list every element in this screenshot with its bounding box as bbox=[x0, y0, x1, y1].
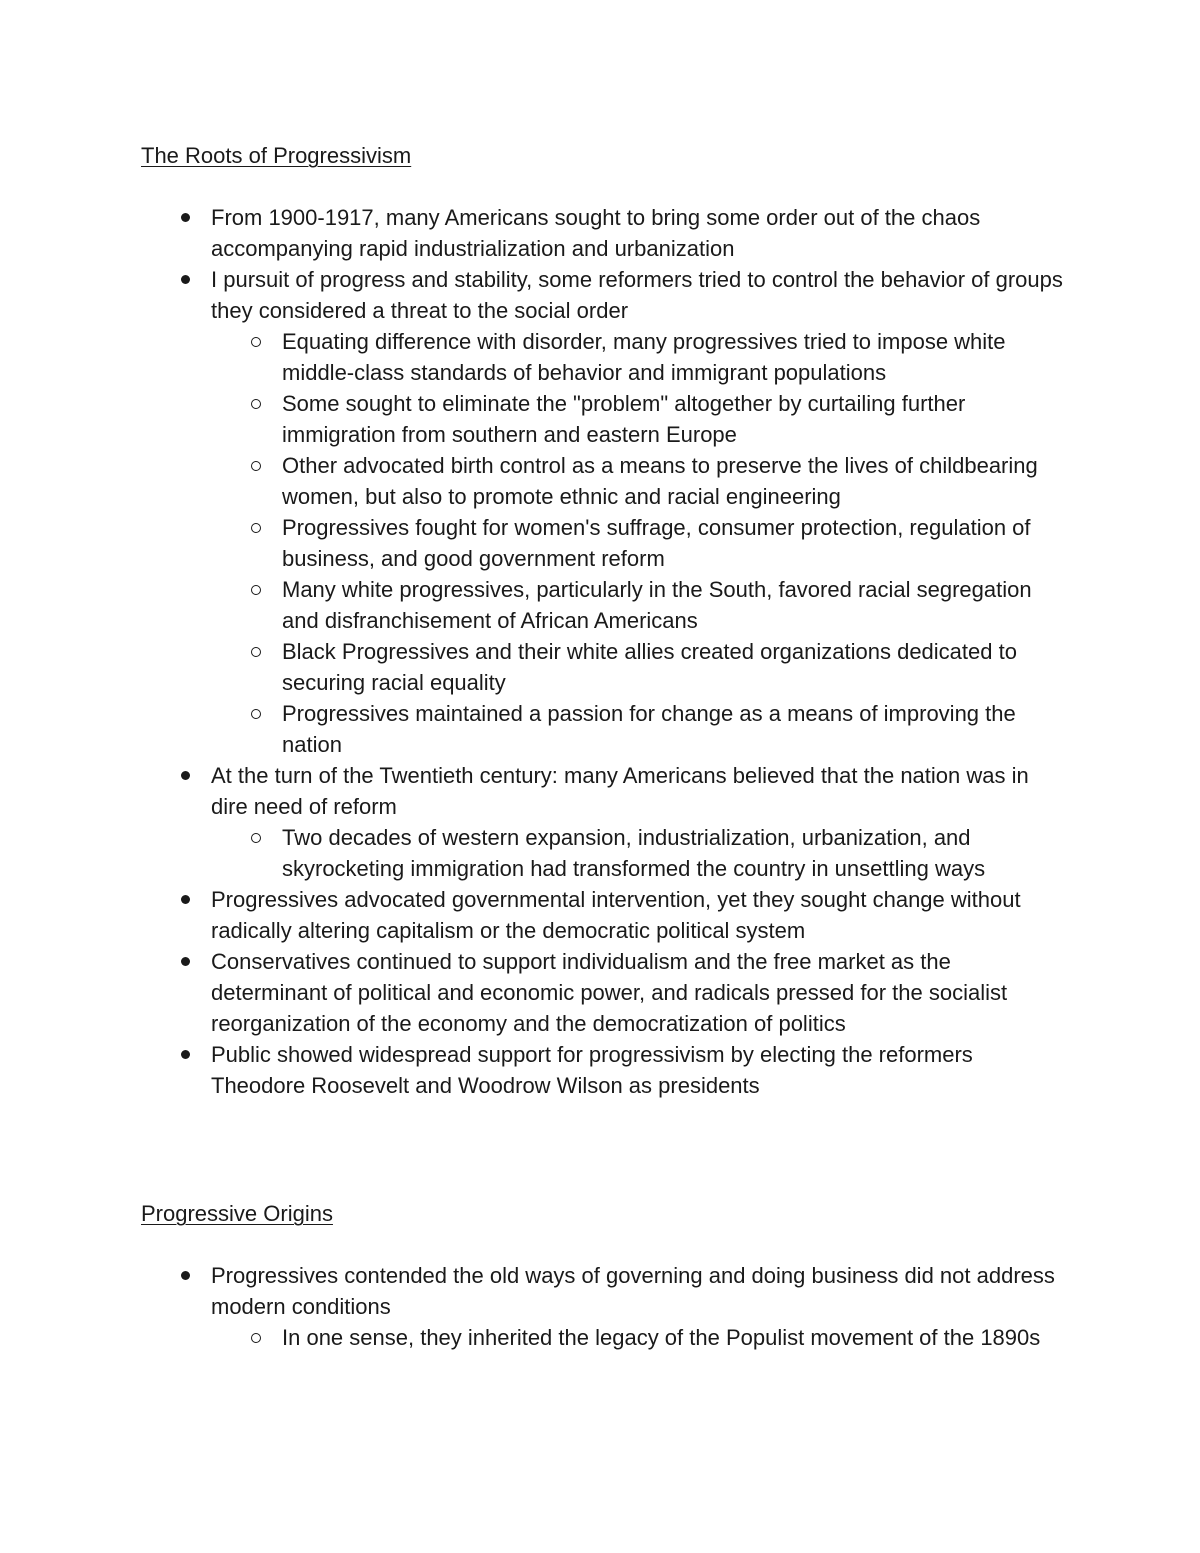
sub-list-item: Other advocated birth control as a means to preserve the lives of childbearing women, but also to promote ethnic and racial engineering bbox=[141, 450, 1071, 512]
filled-bullet-icon bbox=[181, 771, 190, 780]
sub-list-item: Black Progressives and their white allies created organizations dedicated to securing racial equality bbox=[141, 636, 1071, 698]
list-item: I pursuit of progress and stability, some reformers tried to control the behavior of groups they considered a threat to the social order bbox=[141, 264, 1071, 326]
filled-bullet-icon bbox=[181, 213, 190, 222]
hollow-bullet-icon bbox=[251, 709, 261, 719]
list-item: Conservatives continued to support individualism and the free market as the determinant of political and economic power, and radicals pressed for the socialist reorganization of the economy and the democratization of politics bbox=[141, 946, 1071, 1039]
hollow-bullet-icon bbox=[251, 833, 261, 843]
filled-bullet-icon bbox=[181, 275, 190, 284]
sub-list-item: Some sought to eliminate the "problem" altogether by curtailing further immigration from southern and eastern Europe bbox=[141, 388, 1071, 450]
list-item: From 1900-1917, many Americans sought to bring some order out of the chaos accompanying rapid industrialization and urbanization bbox=[141, 202, 1071, 264]
sub-list-item: Equating difference with disorder, many progressives tried to impose white middle-class standards of behavior and immigrant populations bbox=[141, 326, 1071, 388]
sub-list-item: In one sense, they inherited the legacy of the Populist movement of the 1890s bbox=[141, 1322, 1071, 1353]
sub-list-item: Many white progressives, particularly in the South, favored racial segregation and disfranchisement of African Americans bbox=[141, 574, 1071, 636]
hollow-bullet-icon bbox=[251, 585, 261, 595]
list-item: Public showed widespread support for progressivism by electing the reformers Theodore Roosevelt and Woodrow Wilson as presidents bbox=[141, 1039, 1071, 1101]
section-heading: Progressive Origins bbox=[141, 1201, 333, 1226]
filled-bullet-icon bbox=[181, 1050, 190, 1059]
list-item: Progressives contended the old ways of governing and doing business did not address modern conditions bbox=[141, 1260, 1071, 1322]
hollow-bullet-icon bbox=[251, 523, 261, 533]
section-heading: The Roots of Progressivism bbox=[141, 143, 412, 168]
hollow-bullet-icon bbox=[251, 647, 261, 657]
list-item: Progressives advocated governmental intervention, yet they sought change without radically altering capitalism or the democratic political system bbox=[141, 884, 1071, 946]
sub-list-item: Progressives fought for women's suffrage, consumer protection, regulation of business, and good government reform bbox=[141, 512, 1071, 574]
list-item: At the turn of the Twentieth century: many Americans believed that the nation was in dire need of reform bbox=[141, 760, 1071, 822]
hollow-bullet-icon bbox=[251, 337, 261, 347]
hollow-bullet-icon bbox=[251, 461, 261, 471]
filled-bullet-icon bbox=[181, 957, 190, 966]
bullet-list bbox=[141, 1260, 1071, 1353]
sub-list-item: Two decades of western expansion, industrialization, urbanization, and skyrocketing immigration had transformed the country in unsettling ways bbox=[141, 822, 1071, 884]
hollow-bullet-icon bbox=[251, 1333, 261, 1343]
bullet-list bbox=[141, 202, 1071, 1101]
hollow-bullet-icon bbox=[251, 399, 261, 409]
section-progressive-origins bbox=[141, 1198, 1071, 1353]
filled-bullet-icon bbox=[181, 895, 190, 904]
sub-list-item: Progressives maintained a passion for change as a means of improving the nation bbox=[141, 698, 1071, 760]
filled-bullet-icon bbox=[181, 1271, 190, 1280]
section-roots-of-progressivism bbox=[141, 140, 1071, 1101]
